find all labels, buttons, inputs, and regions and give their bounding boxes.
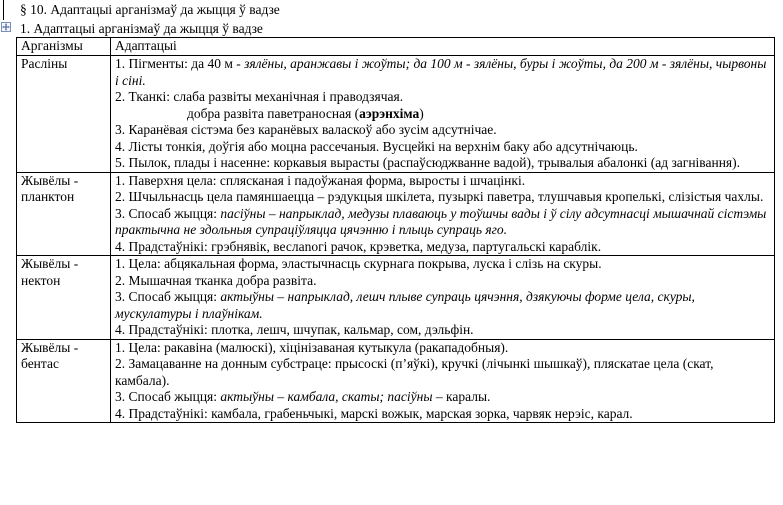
adaptation-item <box>115 122 770 139</box>
group-cell: Жывёлы - нектон <box>17 256 111 340</box>
item-text: 3. Каранёвая сістэма без каранёвых валаскоў або зусім адсутнічае. <box>115 122 497 137</box>
adaptation-item <box>115 189 770 206</box>
adaptations-table <box>16 37 775 423</box>
table-row <box>17 256 775 340</box>
header-adaptations: Адаптацыі <box>111 38 775 56</box>
adaptation-item <box>115 322 770 339</box>
header-organisms: Арганізмы <box>17 38 111 56</box>
item-tail-text: – каралы. <box>432 389 491 404</box>
subsection-heading-line <box>0 20 783 38</box>
adaptation-cell <box>111 339 775 423</box>
table-move-handle-icon[interactable] <box>1 22 11 32</box>
table-row <box>17 172 775 256</box>
item-text: 4. Прадстаўнікі: камбала, грабеньчыкі, марскі вожык, марская зорка, чарвяк нерэіс, карал. <box>115 405 633 421</box>
item-text: 5. Пылок, плады і насенне: коркавыя вырасты (распаўсюджванне вадой), трывалыя абалонкі (ад загнівання). <box>115 155 741 170</box>
item-text: 3. Спосаб жыцця: <box>115 205 221 221</box>
adaptation-item <box>115 406 770 423</box>
item-text: 3. Спосаб жыцця: <box>115 289 221 304</box>
adaptation-item <box>115 206 770 239</box>
item-text: 1. Цела: абцякальная форма, эластычнасць скурнага покрыва, луска і слізь на скуры. <box>115 256 602 271</box>
item-text: 2. Мышачная тканка добра развіта. <box>115 272 317 288</box>
item-italic-text: актыўны – камбала, скаты; пасіўны <box>220 389 433 404</box>
item-text: 4. Прадстаўнікі: грэбнявік, веслаnогі рачок, крэветка, медуза, партугальскі караблік. <box>115 238 602 254</box>
adaptation-item <box>115 356 770 389</box>
adaptation-item <box>115 289 770 322</box>
table-header-row <box>17 38 775 56</box>
item-text: 2. Тканкі: слаба развіты механічная і праводзячая. <box>115 89 404 104</box>
adaptation-item <box>115 56 770 89</box>
item-tail-text: ) <box>419 105 424 121</box>
item-italic-text: актыўны – напрыклад, лешч плыве супраць цячэння, дзякуючы форме цела, скуры, мускулатуры і плаўнікам. <box>115 289 695 321</box>
item-text: 2. Шчыльнасць цела памяншаецца – рэдукцыя шкілета, пузыркі паветра, тлушчавыя кропелькі, слізістыя чахлы. <box>115 189 764 204</box>
item-italic-text: зялёны, аранжавы і жоўты; да 100 м - зялёны, буры і жоўты, да 200 м - зялёны, чырвоны і сіні. <box>115 56 767 88</box>
section-heading: § 10. Адаптацыі арганізмаў да жыцця ў вадзе <box>20 2 280 17</box>
section-heading-line <box>0 0 783 20</box>
adaptation-cell <box>111 56 775 173</box>
group-cell: Жывёлы - планктон <box>17 172 111 256</box>
adaptation-item <box>115 106 770 123</box>
subsection-heading: 1. Адаптацыі арганізмаў да жыцця ў вадзе <box>20 21 263 36</box>
adaptation-item <box>115 139 770 156</box>
text-cursor-mark <box>3 0 4 20</box>
adaptation-item <box>115 273 770 290</box>
adaptation-cell <box>111 256 775 340</box>
group-cell: Расліны <box>17 56 111 173</box>
table-row <box>17 339 775 423</box>
adaptation-item <box>115 89 770 106</box>
item-text: добра развіта паветраносная ( <box>187 105 360 121</box>
adaptation-item <box>115 389 770 406</box>
table-row <box>17 56 775 173</box>
adaptation-cell <box>111 172 775 256</box>
item-text: 1. Паверхня цела: сплясканая і падоўжаная форма, выросты і шчацінкі. <box>115 172 526 188</box>
adaptation-item <box>115 239 770 256</box>
adaptation-item <box>115 173 770 190</box>
item-text: 2. Замацаванне на донным субстраце: прысоскі (п’яўкі), кручкі (лічынкі шышкаў), пляскатае цела (скат, камбала). <box>115 356 714 388</box>
group-cell: Жывёлы - бентас <box>17 339 111 423</box>
item-text: 4. Прадстаўнікі: плотка, лешч, шчупак, кальмар, сом, дэльфін. <box>115 322 474 337</box>
item-italic-text: пасіўны – напрыклад, медузы плаваюць у тоўшчы вады і ў сілу адсутнасці мышачнай сістэмы практычна не здольныя супраціўляцца цячэнню і плыць супраць яго. <box>115 205 767 237</box>
item-text: 3. Спосаб жыцця: <box>115 389 221 404</box>
adaptation-item <box>115 256 770 273</box>
item-bold-text: аэрэнхіма <box>359 105 420 121</box>
item-text: 1. Цела: ракавіна (малюскі), хіцінізаваная кутыкула (ракападобныя). <box>115 339 509 355</box>
item-text: 4. Лісты тонкія, доўгія або моцна рассечаныя. Вусцейкі на верхнім баку або адсутнічаюць. <box>115 138 638 154</box>
adaptation-item <box>115 155 770 172</box>
adaptation-item <box>115 340 770 357</box>
item-text: 1. Пігменты: да 40 м - <box>115 56 245 71</box>
